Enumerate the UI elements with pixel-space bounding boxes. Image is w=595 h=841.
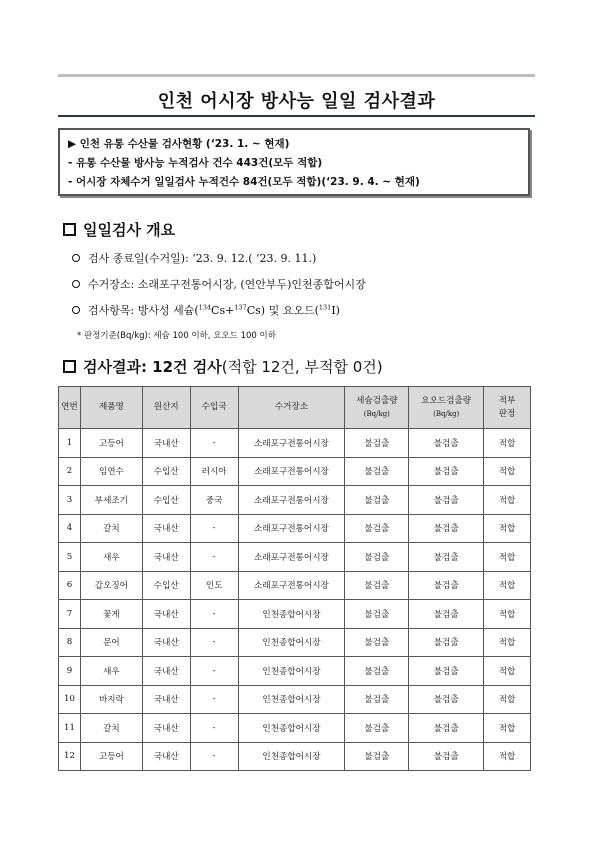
cell-product: 갈치 (80, 514, 142, 543)
cell-iodine: 불검출 (409, 457, 484, 486)
cell-cesium: 불검출 (345, 742, 409, 771)
overview-date-text: 검사 종료일(수거일): ‘23. 9. 12.( ‘23. 9. 11.) (88, 252, 317, 265)
cell-verdict: 적합 (484, 571, 531, 600)
cell-product: 갈치 (80, 714, 142, 743)
overview-items (72, 302, 340, 318)
cell-product: 부세조기 (80, 486, 142, 515)
header-place: 수거장소 (238, 387, 345, 429)
cell-import-country: 중국 (190, 486, 238, 515)
cell-product: 고등어 (80, 429, 142, 458)
results-heading-rest: (적합 12건, 부적합 0건) (221, 358, 383, 376)
cell-verdict: 적합 (484, 514, 531, 543)
cell-iodine: 불검출 (409, 657, 484, 686)
cell-origin: 국내산 (142, 514, 190, 543)
criteria-note: * 판정기준(Bq/kg): 세슘 100 이하, 요오드 100 이하 (77, 331, 276, 341)
cell-place: 인천종합어시장 (238, 628, 345, 657)
results-table (58, 386, 531, 771)
header-verdict: 적부 판정 (484, 387, 531, 429)
results-heading (63, 356, 383, 377)
header-import-country: 수입국 (190, 387, 238, 429)
cell-cesium: 불검출 (345, 543, 409, 572)
cell-iodine: 불검출 (409, 714, 484, 743)
cell-iodine: 불검출 (409, 600, 484, 629)
cell-cesium: 불검출 (345, 600, 409, 629)
square-bullet-icon (63, 223, 76, 236)
cell-place: 인천종합어시장 (238, 714, 345, 743)
circle-bullet-icon (72, 254, 80, 262)
cell-iodine: 불검출 (409, 514, 484, 543)
cell-no: 7 (59, 600, 81, 629)
cell-product: 새우 (80, 657, 142, 686)
cell-import-country: - (190, 685, 238, 714)
cell-product: 갑오징어 (80, 571, 142, 600)
summary-line: ▶ 인천 유통 수산물 검사현황 (‘23. 1. ~ 현재) (68, 138, 290, 150)
square-bullet-icon (63, 360, 76, 373)
cell-place: 소래포구전통어시장 (238, 571, 345, 600)
cell-verdict: 적합 (484, 486, 531, 515)
summary-line: - 어시장 자체수거 일일검사 누적건수 84건(모두 적합)(‘23. 9. 4. ~ 현재) (68, 176, 420, 188)
cell-no: 5 (59, 543, 81, 572)
cell-no: 11 (59, 714, 81, 743)
cell-origin: 수입산 (142, 571, 190, 600)
cell-no: 12 (59, 742, 81, 771)
header-origin: 원산지 (142, 387, 190, 429)
overview-heading-text: 일일검사 개요 (83, 221, 176, 239)
cell-place: 인천종합어시장 (238, 657, 345, 686)
cell-product: 바지락 (80, 685, 142, 714)
cell-place: 소래포구전통어시장 (238, 514, 345, 543)
cell-iodine: 불검출 (409, 486, 484, 515)
cell-verdict: 적합 (484, 657, 531, 686)
cell-product: 고등어 (80, 742, 142, 771)
cell-cesium: 불검출 (345, 429, 409, 458)
cell-origin: 수입산 (142, 457, 190, 486)
overview-place (72, 276, 366, 292)
cell-import-country: - (190, 742, 238, 771)
cell-import-country: - (190, 514, 238, 543)
cell-no: 6 (59, 571, 81, 600)
cell-import-country: - (190, 600, 238, 629)
table-row (59, 657, 531, 686)
cell-no: 9 (59, 657, 81, 686)
table-row (59, 571, 531, 600)
cell-cesium: 불검출 (345, 571, 409, 600)
cell-cesium: 불검출 (345, 457, 409, 486)
cell-cesium: 불검출 (345, 685, 409, 714)
cell-verdict: 적합 (484, 628, 531, 657)
title-banner (58, 74, 535, 117)
cell-no: 8 (59, 628, 81, 657)
cell-import-country: - (190, 714, 238, 743)
overview-place-text: 수거장소: 소래포구전통어시장, (연안부두)인천종합어시장 (88, 278, 366, 291)
header-product: 제품명 (80, 387, 142, 429)
cell-place: 소래포구전통어시장 (238, 486, 345, 515)
cell-origin: 국내산 (142, 429, 190, 458)
summary-box (58, 128, 530, 196)
cell-place: 인천종합어시장 (238, 600, 345, 629)
overview-heading (63, 219, 175, 240)
cell-iodine: 불검출 (409, 571, 484, 600)
cell-import-country: 인도 (190, 571, 238, 600)
table-row (59, 543, 531, 572)
cell-verdict: 적합 (484, 429, 531, 458)
cell-iodine: 불검출 (409, 429, 484, 458)
overview-items-text: 검사항목: 방사성 세슘($^{134}$Cs+$^{137}$Cs) 및 요오드($^{131}$I) (88, 303, 340, 317)
cell-iodine: 불검출 (409, 543, 484, 572)
table-row (59, 457, 531, 486)
table-row (59, 514, 531, 543)
cell-cesium: 불검출 (345, 657, 409, 686)
cell-place: 인천종합어시장 (238, 685, 345, 714)
cell-origin: 국내산 (142, 714, 190, 743)
table-row (59, 429, 531, 458)
overview-date (72, 250, 316, 266)
cell-no: 1 (59, 429, 81, 458)
cell-place: 소래포구전통어시장 (238, 543, 345, 572)
cell-cesium: 불검출 (345, 714, 409, 743)
cell-cesium: 불검출 (345, 486, 409, 515)
cell-import-country: - (190, 628, 238, 657)
cell-no: 10 (59, 685, 81, 714)
cell-iodine: 불검출 (409, 685, 484, 714)
table-row (59, 742, 531, 771)
cell-verdict: 적합 (484, 742, 531, 771)
cell-origin: 국내산 (142, 543, 190, 572)
cell-verdict: 적합 (484, 685, 531, 714)
table-row (59, 628, 531, 657)
cell-iodine: 불검출 (409, 742, 484, 771)
cell-no: 4 (59, 514, 81, 543)
cell-origin: 국내산 (142, 628, 190, 657)
cell-import-country: - (190, 657, 238, 686)
header-no: 연번 (59, 387, 81, 429)
table-row (59, 714, 531, 743)
cell-import-country: - (190, 429, 238, 458)
cell-product: 꽃게 (80, 600, 142, 629)
cell-product: 문어 (80, 628, 142, 657)
table-row (59, 685, 531, 714)
table-header-row (59, 387, 531, 429)
cell-cesium: 불검출 (345, 628, 409, 657)
header-iodine: 요오드검출량 (Bq/kg) (409, 387, 484, 429)
cell-origin: 수입산 (142, 486, 190, 515)
header-cesium: 세슘검출량 (Bq/kg) (345, 387, 409, 429)
circle-bullet-icon (72, 280, 80, 288)
cell-verdict: 적합 (484, 714, 531, 743)
cell-iodine: 불검출 (409, 628, 484, 657)
table-row (59, 600, 531, 629)
cell-import-country: - (190, 543, 238, 572)
cell-product: 임연수 (80, 457, 142, 486)
cell-no: 3 (59, 486, 81, 515)
cell-cesium: 불검출 (345, 514, 409, 543)
page-title: 인천 어시장 방사능 일일 검사결과 (157, 91, 436, 112)
cell-place: 소래포구전통어시장 (238, 429, 345, 458)
cell-no: 2 (59, 457, 81, 486)
cell-origin: 국내산 (142, 600, 190, 629)
cell-place: 인천종합어시장 (238, 742, 345, 771)
cell-place: 소래포구전통어시장 (238, 457, 345, 486)
table-row (59, 486, 531, 515)
cell-import-country: 러시아 (190, 457, 238, 486)
results-heading-bold: 검사결과: 12건 검사 (83, 358, 222, 376)
summary-line: - 유통 수산물 방사능 누적검사 건수 443건(모두 적합) (68, 157, 323, 169)
cell-origin: 국내산 (142, 657, 190, 686)
cell-verdict: 적합 (484, 457, 531, 486)
cell-verdict: 적합 (484, 600, 531, 629)
cell-product: 새우 (80, 543, 142, 572)
cell-verdict: 적합 (484, 543, 531, 572)
circle-bullet-icon (72, 306, 80, 314)
cell-origin: 국내산 (142, 742, 190, 771)
cell-origin: 국내산 (142, 685, 190, 714)
